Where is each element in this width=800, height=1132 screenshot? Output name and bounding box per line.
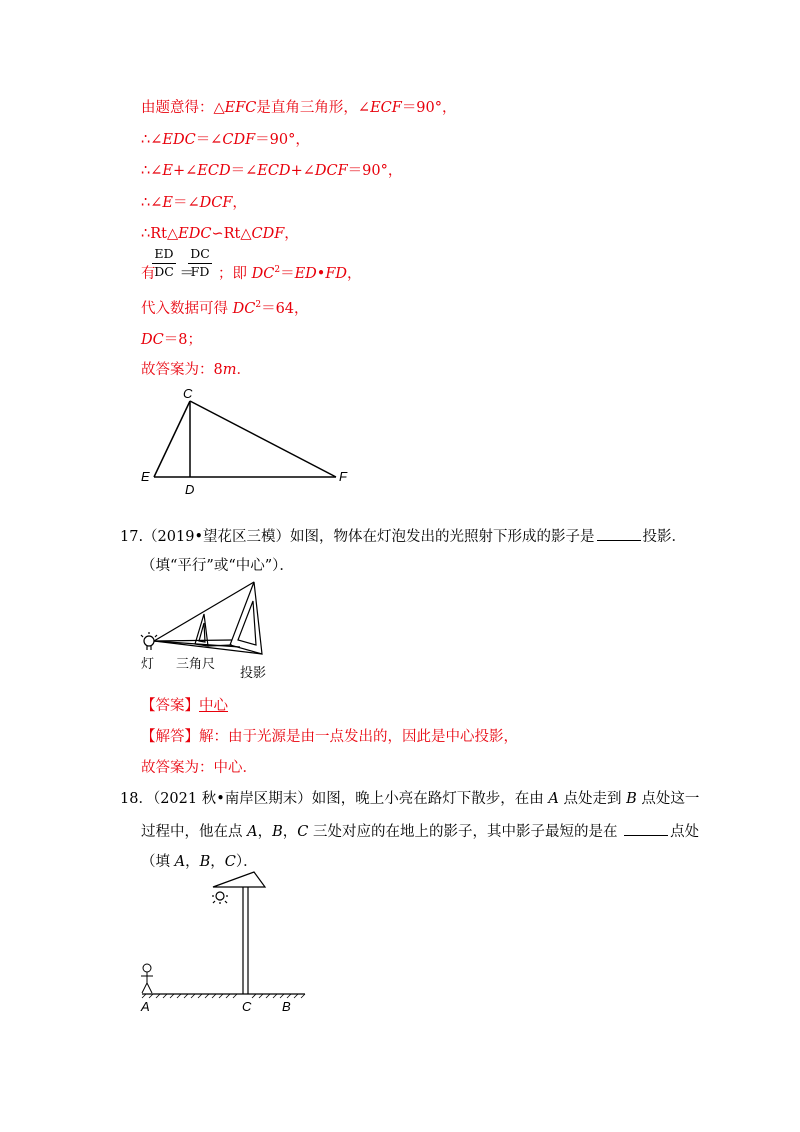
solution-line-2: ∴∠EDC＝∠CDF＝90°， [141, 132, 310, 148]
solution-line-7: 代入数据可得 $DC^2=64$， [141, 300, 309, 317]
fraction-numerator: ED [152, 246, 176, 264]
lamp-hood [213, 872, 265, 887]
street-lamp-bulb [216, 892, 224, 900]
q18-text-line-1: 18．（2021 秋•南岸区期末）如图，晚上小亮在路灯下散步，在由 A 点处走到 B 点处这一 [120, 791, 700, 807]
person-figure [141, 964, 153, 993]
q17-text-line-2: （填“平行”或“中心”）． [141, 558, 294, 574]
lamp-label: 灯 [141, 657, 155, 672]
solution-line-5: ∴Rt△EDC∽Rt△CDF， [141, 226, 299, 242]
solution-line-3: ∴∠E+∠ECD＝∠ECD+∠DCF＝90°， [141, 163, 403, 179]
q18-text-line-3: （填 A，B，C）． [141, 854, 258, 870]
label-a: A [141, 999, 150, 1014]
q17-final-answer: 故答案为：中心． [141, 760, 257, 776]
label-c: C [242, 999, 252, 1014]
q17-answer: 【答案】中心 [141, 698, 228, 714]
ruler-label: 三角尺 [176, 657, 216, 672]
label-d: D [185, 482, 195, 497]
projection-label: 投影 [240, 666, 267, 681]
q17-text-line-1: 17.（2019•望花区三模）如图，物体在灯泡发出的光照射下形成的影子是 投影． [120, 526, 686, 547]
label-b: B [282, 999, 291, 1014]
solution-line-4: ∴∠E＝∠DCF， [141, 195, 247, 211]
label-c: C [183, 386, 193, 401]
q18-text-line-2: 过程中，他在点 A，B，C 三处对应的在地上的影子，其中影子最短的是在 点处 [141, 821, 699, 842]
solution-line-6: 有 ＝ ；即 $DC^2=ED•FD$， [141, 265, 362, 282]
fraction-denominator: DC [154, 264, 174, 279]
label-e: E [141, 469, 150, 484]
solution-line-9: 故答案为：8m． [141, 362, 251, 378]
solution-line-1: 由题意得：△EFC是直角三角形，∠ECF＝90°， [141, 100, 457, 116]
solution-line-8: DC＝8； [141, 332, 202, 348]
label-f: F [339, 469, 347, 484]
q17-analysis: 【解答】解：由于光源是由一点发出的，因此是中心投影， [141, 729, 518, 745]
fraction-denominator: FD [190, 264, 210, 279]
fraction-numerator: DC [188, 246, 212, 264]
